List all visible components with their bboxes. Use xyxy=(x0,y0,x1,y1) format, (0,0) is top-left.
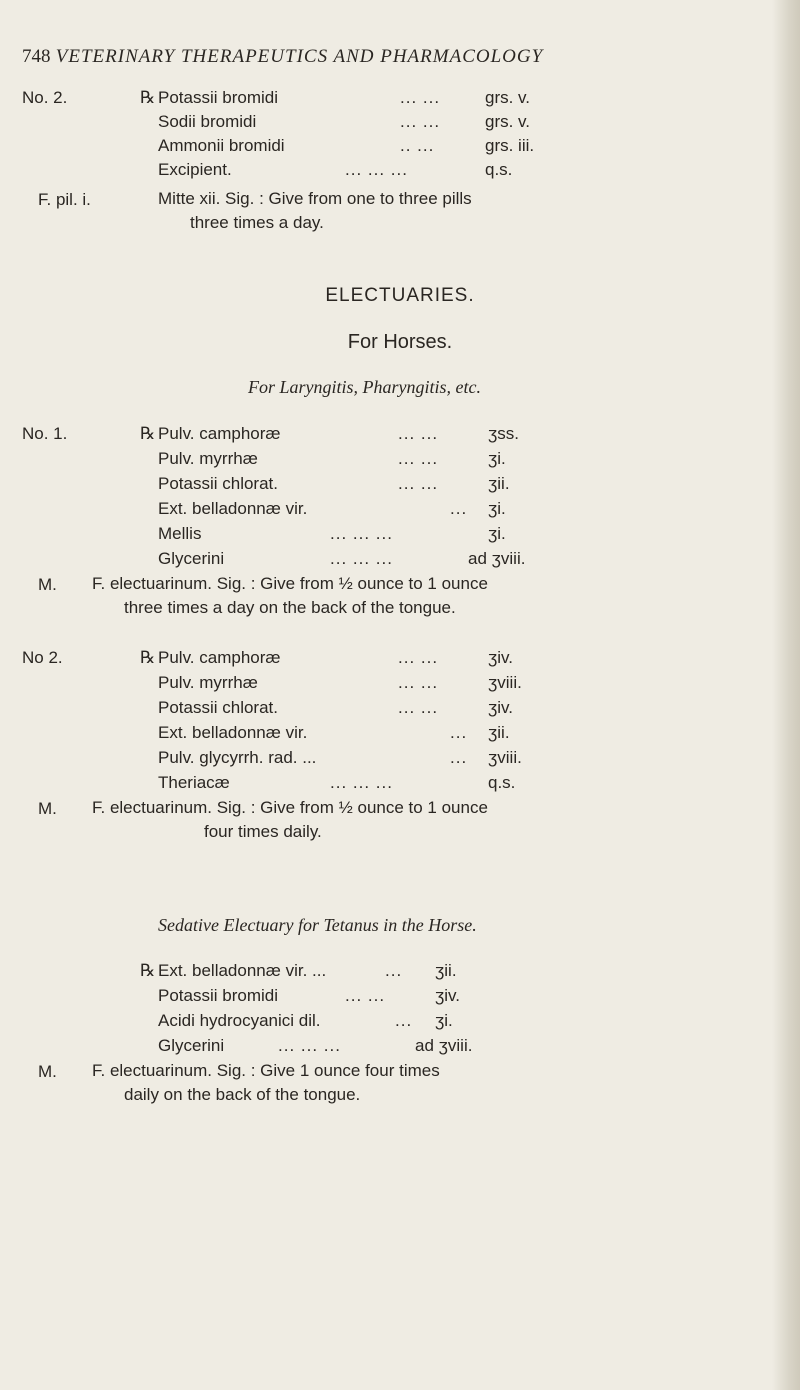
rx-symbol: ℞ xyxy=(140,424,156,443)
directions-line: four times daily. xyxy=(204,822,322,841)
ingredient-quantity: ʒi. xyxy=(488,524,506,543)
ingredient-quantity: q.s. xyxy=(485,160,513,179)
leader-dots: ... ... ... xyxy=(330,773,393,792)
directions-line: three times a day. xyxy=(190,213,324,232)
ingredient-name: Pulv. glycyrrh. rad. ... xyxy=(158,748,317,767)
leader-dots: .. ... xyxy=(400,136,435,155)
ingredient-name: Potassii bromidi xyxy=(158,986,278,1005)
ingredient-quantity: ʒiv. xyxy=(488,698,514,717)
ingredient-name: Glycerini xyxy=(158,1036,225,1055)
ingredient-quantity: ʒiv. xyxy=(435,986,461,1005)
ingredient-quantity: grs. v. xyxy=(485,88,531,107)
leader-dots: ... ... ... xyxy=(330,549,393,568)
leader-dots: ... ... ... xyxy=(330,524,393,543)
leader-dots: ... ... xyxy=(400,88,441,107)
ingredient-quantity: ʒi. xyxy=(488,499,506,518)
page-edge-shadow xyxy=(772,0,800,1390)
ingredient-quantity: ʒviii. xyxy=(488,748,522,767)
leader-dots: ... xyxy=(385,961,403,980)
ingredient-name: Ext. belladonnæ vir. xyxy=(158,499,308,518)
ingredient-quantity: ʒii. xyxy=(488,723,510,742)
ingredient-name: Potassii bromidi xyxy=(158,88,278,107)
ingredient-quantity: ad ʒviii. xyxy=(468,549,526,568)
formula-number: No. 1. xyxy=(22,424,68,443)
form-label: F. pil. i. xyxy=(38,190,91,209)
rx-symbol: ℞ xyxy=(140,648,156,667)
form-label: M. xyxy=(38,799,57,818)
ingredient-quantity: ʒi. xyxy=(488,449,506,468)
rx-symbol: ℞ xyxy=(140,961,156,980)
leader-dots: ... xyxy=(450,723,468,742)
directions-line: daily on the back of the tongue. xyxy=(124,1085,361,1104)
leader-dots: ... ... xyxy=(398,449,439,468)
formula-number: No 2. xyxy=(22,648,63,667)
ingredient-quantity: grs. v. xyxy=(485,112,531,131)
ingredient-quantity: ad ʒviii. xyxy=(415,1036,473,1055)
rx-symbol: ℞ xyxy=(140,88,156,107)
leader-dots: ... ... xyxy=(400,112,441,131)
ingredient-name: Glycerini xyxy=(158,549,225,568)
directions-line: F. electuarinum. Sig. : Give 1 ounce four times xyxy=(92,1061,440,1080)
ingredient-quantity: ʒii. xyxy=(488,474,510,493)
page-number: 748 xyxy=(22,46,51,67)
ingredient-name: Mellis xyxy=(158,524,202,543)
ingredient-quantity: ʒiv. xyxy=(488,648,514,667)
subsection-title: Sedative Electuary for Tetanus in the Horse. xyxy=(158,915,477,935)
section-title: ELECTUARIES. xyxy=(325,285,475,306)
ingredient-name: Pulv. myrrhæ xyxy=(158,673,258,692)
ingredient-name: Ext. belladonnæ vir. xyxy=(158,723,308,742)
ingredient-name: Excipient. xyxy=(158,160,232,179)
ingredient-name: Potassii chlorat. xyxy=(158,698,278,717)
running-head xyxy=(22,46,543,68)
ingredient-quantity: q.s. xyxy=(488,773,516,792)
ingredient-name: Pulv. camphoræ xyxy=(158,648,281,667)
pill-formula-number: No. 2. xyxy=(22,88,68,107)
leader-dots: ... ... xyxy=(398,648,439,667)
ingredient-name: Pulv. myrrhæ xyxy=(158,449,258,468)
directions-line: Mitte xii. Sig. : Give from one to three pills xyxy=(158,189,472,208)
ingredient-name: Theriacæ xyxy=(158,773,230,792)
leader-dots: ... ... xyxy=(398,474,439,493)
subsection-title: For Laryngitis, Pharyngitis, etc. xyxy=(248,377,481,397)
leader-dots: ... ... xyxy=(398,424,439,443)
form-label: M. xyxy=(38,1062,57,1081)
running-title: VETERINARY THERAPEUTICS AND PHARMACOLOGY xyxy=(55,46,544,67)
leader-dots: ... ... xyxy=(398,673,439,692)
ingredient-quantity: ʒii. xyxy=(435,961,457,980)
leader-dots: ... xyxy=(395,1011,413,1030)
ingredient-name: Potassii chlorat. xyxy=(158,474,278,493)
ingredient-name: Ext. belladonnæ vir. ... xyxy=(158,961,327,980)
leader-dots: ... ... ... xyxy=(278,1036,341,1055)
ingredient-quantity: ʒviii. xyxy=(488,673,522,692)
directions-line: F. electuarinum. Sig. : Give from ½ ounce to 1 ounce xyxy=(92,798,488,817)
ingredient-name: Pulv. camphoræ xyxy=(158,424,281,443)
ingredient-quantity: grs. iii. xyxy=(485,136,535,155)
ingredient-quantity: ʒss. xyxy=(488,424,519,443)
ingredient-quantity: ʒi. xyxy=(435,1011,453,1030)
directions-line: three times a day on the back of the tongue. xyxy=(124,598,456,617)
directions-line: F. electuarinum. Sig. : Give from ½ ounce to 1 ounce xyxy=(92,574,488,593)
form-label: M. xyxy=(38,575,57,594)
leader-dots: ... ... xyxy=(398,698,439,717)
leader-dots: ... ... xyxy=(345,986,386,1005)
ingredient-name: Sodii bromidi xyxy=(158,112,257,131)
ingredient-name: Acidi hydrocyanici dil. xyxy=(158,1011,321,1030)
leader-dots: ... xyxy=(450,748,468,767)
leader-dots: ... xyxy=(450,499,468,518)
leader-dots: ... ... ... xyxy=(345,160,408,179)
ingredient-name: Ammonii bromidi xyxy=(158,136,285,155)
section-subtitle: For Horses. xyxy=(347,331,453,353)
